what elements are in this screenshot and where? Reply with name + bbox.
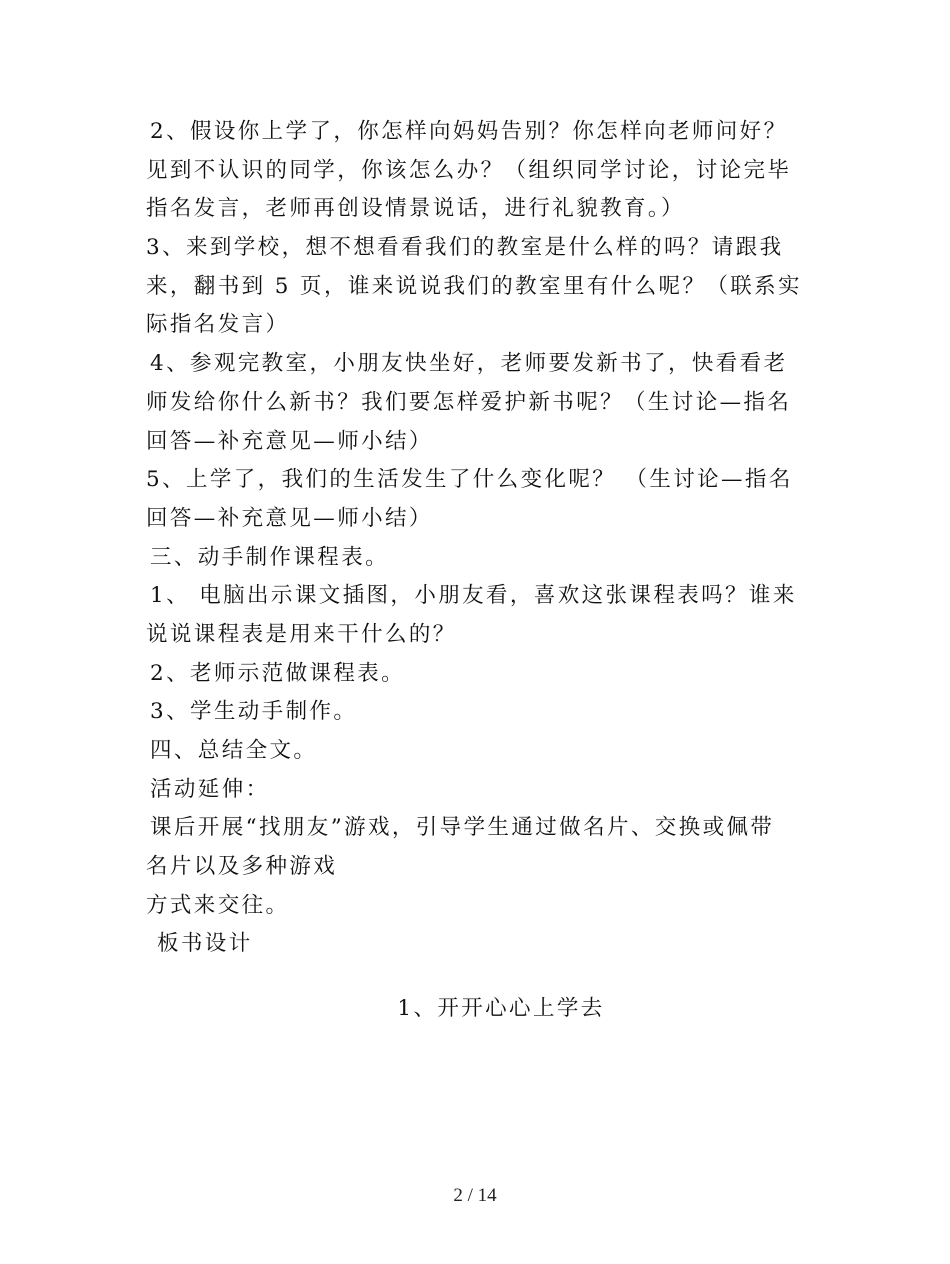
- document-body: [146, 113, 811, 964]
- section-heading: 活动延伸：: [150, 776, 270, 802]
- paragraph-line: 3、来到学校，想不想看看我们的教室是什么样的吗？请跟我: [146, 235, 784, 261]
- paragraph-line: 回答—补充意见—师小结）: [146, 505, 433, 531]
- paragraph-line: 课后开展“找朋友”游戏，引导学生通过做名片、交换或佩带: [150, 815, 775, 841]
- paragraph-line: 说说课程表是用来干什么的？: [146, 621, 457, 647]
- paragraph-line: 见到不认识的同学，你该怎么办？（组织同学讨论，讨论完毕: [146, 157, 792, 183]
- paragraph-line: 回答—补充意见—师小结）: [146, 428, 433, 454]
- paragraph-line: 2、老师示范做课程表。: [150, 660, 406, 686]
- paragraph-line: 3、学生动手制作。: [150, 699, 358, 725]
- paragraph-line: 师发给你什么新书？我们要怎样爱护新书呢？（生讨论—指名: [146, 389, 792, 415]
- paragraph-line: 指名发言，老师再创设情景说话，进行礼貌教育。）: [146, 196, 685, 222]
- paragraph-line: 名片以及多种游戏: [146, 854, 338, 880]
- section-heading: 四、总结全文。: [150, 738, 318, 763]
- page-number: 2 / 14: [453, 1185, 497, 1206]
- paragraph-line: 方式来交往。: [146, 892, 290, 918]
- paragraph-line: 来，翻书到 5 页，谁来说说我们的教室里有什么呢？（联系实: [146, 273, 802, 299]
- paragraph-line: 1、 电脑出示课文插图，小朋友看，喜欢这张课程表吗？谁来: [150, 583, 797, 609]
- paragraph-line: 际指名发言）: [146, 312, 290, 338]
- paragraph-line: 4、参观完教室，小朋友快坐好，老师要发新书了，快看看老: [150, 351, 788, 377]
- board-design-title: 1、开开心心上学去: [397, 996, 605, 1021]
- section-heading: 板书设计: [157, 931, 253, 957]
- section-heading: 三、动手制作课程表。: [150, 544, 390, 570]
- paragraph-line: 2、假设你上学了，你怎样向妈妈告别？你怎样向老师问好？: [150, 119, 788, 144]
- paragraph-line: 5、上学了，我们的生活发生了什么变化呢？ （生讨论—指名: [146, 467, 793, 493]
